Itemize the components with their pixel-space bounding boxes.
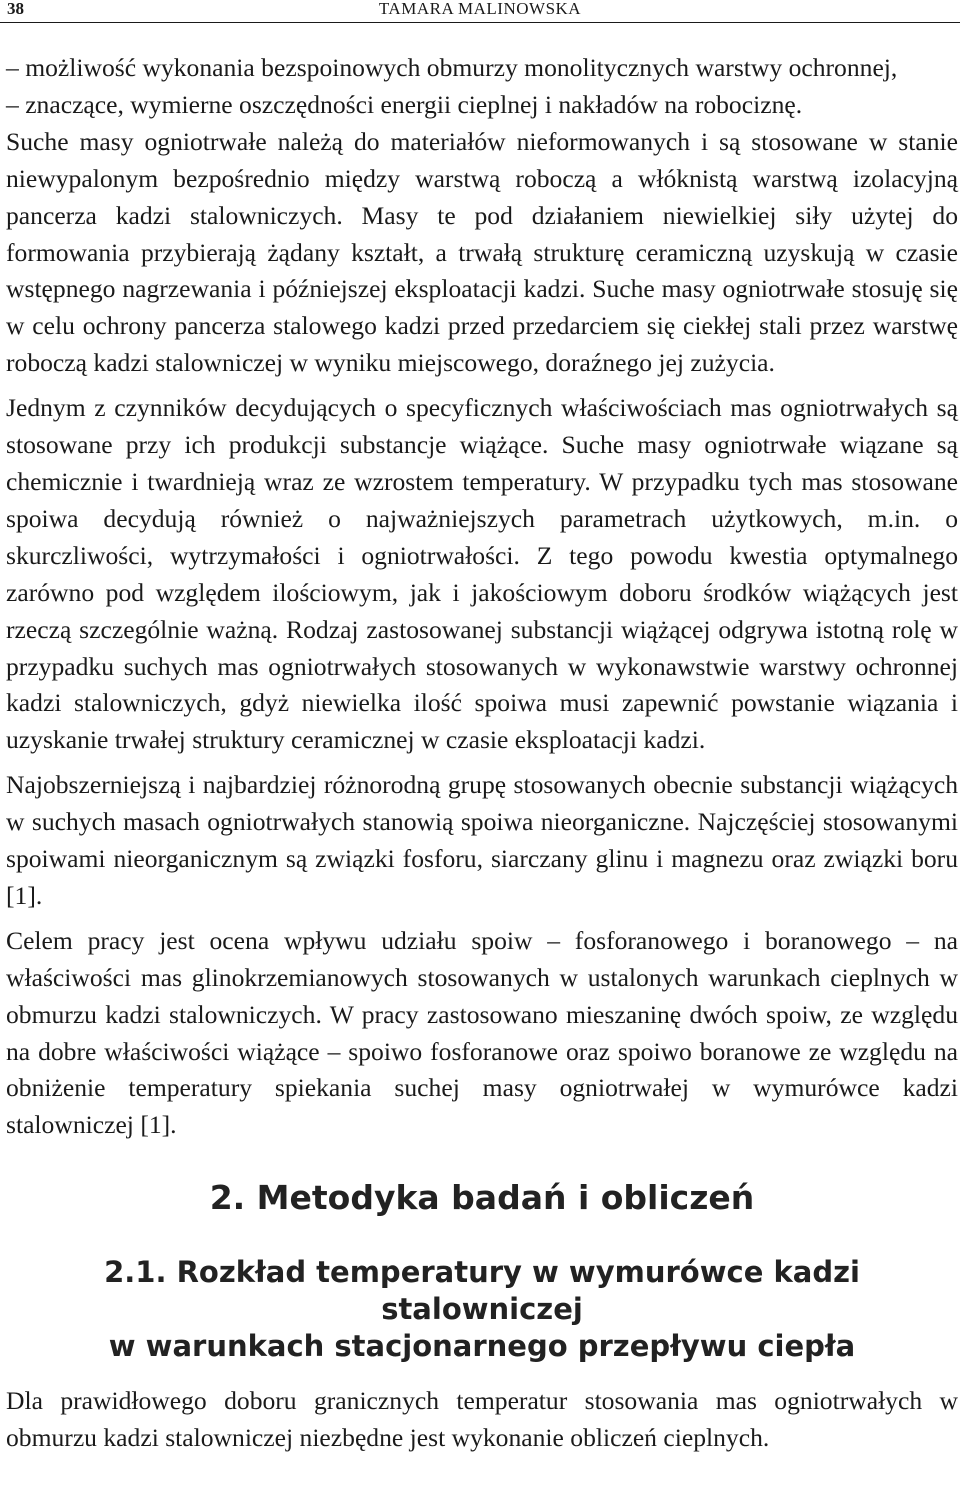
bullet-item: – znaczące, wymierne oszczędności energii cieplnej i nakładów na robociznę.	[6, 89, 803, 119]
paragraph: Celem pracy jest ocena wpływu udziału spoiw – fosforanowego i boranowego – na właściwości mas glinokrzemianowych stosowanych w ustalonych warunkach cieplnych w obmurzu kadzi stalowniczych. W pracy zastosowano mieszaninę dwóch spoiw, ze względu na dobre właściwości wiążące – spoiwo fosforanowe oraz spoiwo boranowe ze względu na obniżenie temperatury spiekania suchej masy ogniotrwałej w wymurówce kadzi stalowniczej [1].	[6, 925, 958, 1140]
subsection-heading-line1: 2.1. Rozkład temperatury w wymurówce kadzi stalowniczej	[104, 1255, 860, 1327]
paragraph: Dla prawidłowego doboru granicznych temperatur stosowania mas ogniotrwałych w obmurzu kadzi stalowniczej niezbędne jest wykonanie obliczeń cieplnych.	[6, 1386, 958, 1453]
paragraph: Suche masy ogniotrwałe należą do materiałów nieformowanych i są stosowane w stanie niewypalonym bezpośrednio między warstwą roboczą a włóknistą warstwą izolacyjną pancerza kadzi stalowniczych. Masy te pod działaniem niewielkiej siły użytej do formowania przybierają żądany kształt, a trwałą strukturę ceramiczną uzyskują w czasie wstępnego nagrzewania i późniejszej eksploatacji kadzi. Suche masy ogniotrwałe stosuję się w celu ochrony pancerza stalowego kadzi przed przedarciem się ciekłej stali przez warstwę roboczą kadzi stalowniczej w wyniku miejscowego, doraźnego jej zużycia.	[6, 126, 958, 378]
running-head: TAMARA MALINOWSKA	[378, 0, 582, 18]
subsection-heading	[6, 1254, 958, 1365]
paragraph: Jednym z czynników decydujących o specyficznych właściwościach mas ogniotrwałych są stosowane przy ich produkcji substancje wiążące. Suche masy ogniotrwałe wiązane są chemicznie i twardnieją wraz ze wzrostem temperatury. W przypadku tych mas stosowane spoiwa decydują również o najważniejszych parametrach użytkowych, m.in. o skurczliwości, wytrzymałości i ogniotrwałości. Z tego powodu kwestia optymalnego zarówno pod względem ilościowym, jak i jakościowym doboru środków wiążących jest rzeczą szczególnie ważną. Rodzaj zastosowanej substancji wiążącej odgrywa istotną rolę w przypadku suchych mas ogniotrwałych stosowanych w wykonawstwie warstwy ochronnej kadzi stalowniczych, gdyż niewielka ilość spoiwa musi zapewnić powstanie wiązania i uzyskanie trwałej struktury ceramicznej w czasie eksploatacji kadzi.	[6, 393, 958, 755]
section-heading: 2. Metodyka badań i obliczeń	[209, 1178, 755, 1218]
paragraph: Najobszerniejszą i najbardziej różnorodną grupę stosowanych obecnie substancji wiążących w suchych masach ogniotrwałych stanowią spoiwa nieorganiczne. Najczęściej stosowanymi spoiwami nieorganicznym są związki fosforu, siarczany glinu i magnezu oraz związki boru [1].	[6, 770, 958, 910]
subsection-heading-line2: w warunkach stacjonarnego przepływu ciepła	[108, 1329, 856, 1364]
page-header	[0, 0, 960, 23]
page-number: 38	[7, 0, 24, 18]
page-body	[6, 50, 958, 1457]
bullet-item: – możliwość wykonania bezspoinowych obmurzy monolitycznych warstwy ochronnej,	[6, 53, 898, 82]
